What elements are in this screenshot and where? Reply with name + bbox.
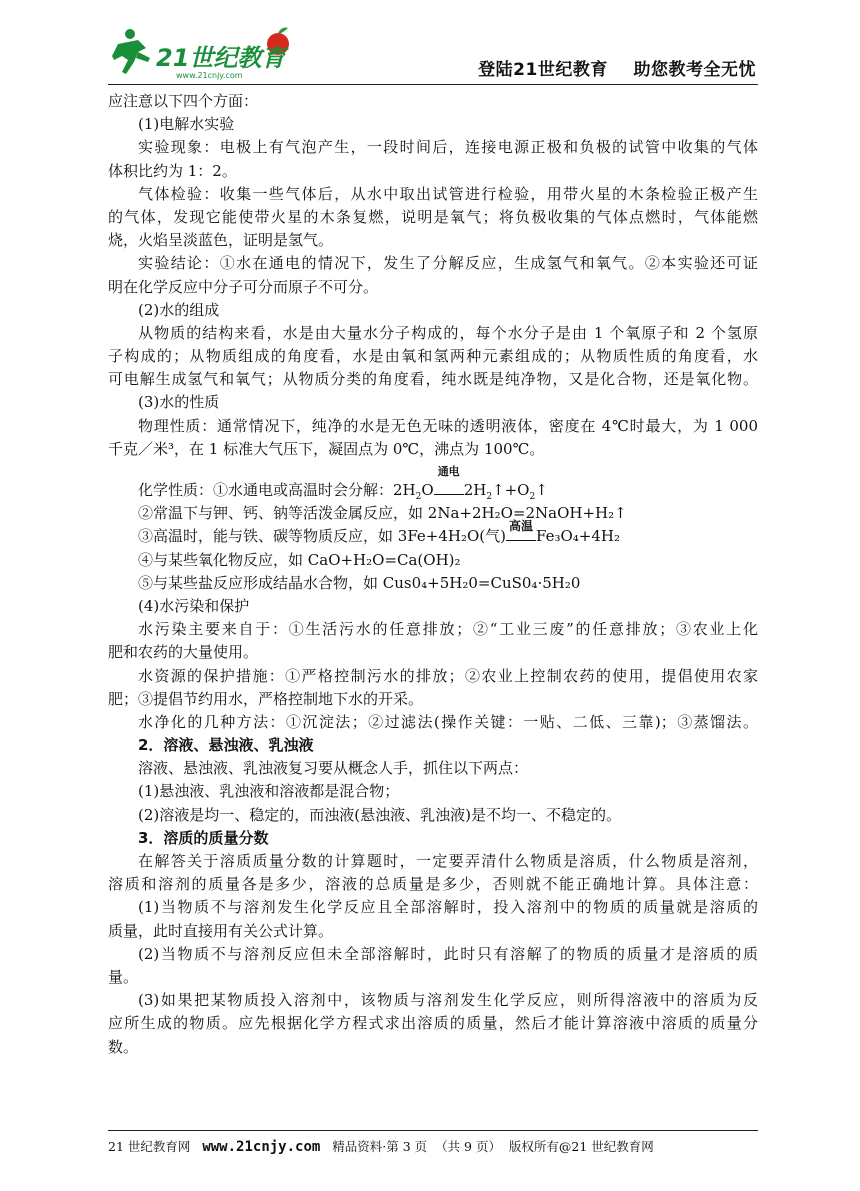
text-line: 从物质的结构来看，水是由大量水分子构成的，每个水分子是由 1 个氧原子和 2 个氢原 (138, 323, 758, 342)
text-line: 水净化的几种方法：①沉淀法；②过滤法(操作关键：一贴、二低、三靠)；③蒸馏法。 (138, 712, 758, 731)
subheading: (3)水的性质 (138, 393, 220, 412)
page-header (108, 20, 758, 85)
subheading: (2)水的组成 (138, 300, 220, 319)
subheading: (4)水污染和保护 (138, 596, 250, 615)
text-line: (1)当物质不与溶剂发生化学反应且全部溶解时，投入溶剂中的物质的质量就是溶质的 (138, 898, 758, 917)
logo-url: www.21cnjy.com (176, 71, 243, 80)
text-line: 实验现象：电极上有气泡产生，一段时间后，连接电源正极和负极的试管中收集的气体 (138, 138, 758, 157)
section-heading: 3．溶质的质量分数 (138, 828, 269, 847)
condition-arrow (434, 465, 464, 502)
text-line: (1)悬浊液、乳浊液和溶液都是混合物； (138, 782, 400, 801)
equation-line: ②常温下与钾、钙、钠等活泼金属反应，如 2Na+2H₂O=2NaOH+H₂↑ (138, 504, 627, 523)
running-figure-icon (112, 29, 150, 74)
logo-text: 21世纪教育 (156, 44, 286, 72)
footer-right: 精品资料·第 3 页 （共 9 页） 版权所有@21 世纪教育网 (320, 1139, 654, 1154)
equation-text: 2H (463, 481, 487, 499)
equation-line (108, 519, 758, 548)
document-body (108, 90, 758, 1059)
condition-label: 通电 (437, 465, 460, 478)
footer-site-link[interactable]: www.21cnjy.com (202, 1139, 321, 1155)
text-line: 实验结论：①水在通电的情况下，发生了分解反应，生成氢气和氧气。②本实验还可证 (138, 254, 758, 273)
subheading: (1)电解水实验 (138, 115, 235, 134)
text-line: (2)当物质不与溶剂反应但未全部溶解时，此时只有溶解了的物质的质量才是溶质的质 (138, 944, 758, 963)
equation-text: 化学性质：①水通电或高温时会分解：2H (138, 481, 416, 499)
equation-text: ↑ (535, 481, 548, 499)
text-line: 肥和农药的大量使用。 (108, 643, 259, 662)
text-line: 物理性质：通常情况下，纯净的水是无色无味的透明液体，密度在 4℃时最大，为 1 000 (138, 416, 758, 435)
text-line: 明在化学反应中分子可分而原子不可分。 (108, 277, 379, 296)
text-line: 溶液、悬浊液、乳浊液复习要从概念人手，抓住以下两点： (138, 759, 529, 778)
section-heading: 2．溶液、悬浊液、乳浊液 (138, 736, 314, 755)
text-line: 气体检验：收集一些气体后，从水中取出试管进行检验，用带火星的木条检验正极产生 (138, 184, 758, 203)
text-line: 体积比约为 1：2。 (108, 161, 237, 180)
text-line: 千克／米³，在 1 标准大气压下，凝固点为 0℃，沸点为 100℃。 (108, 439, 545, 458)
text-line: 在解答关于溶质质量分数的计算题时，一定要弄清什么物质是溶质，什么物质是溶剂， (138, 852, 758, 870)
text-line: 烧，火焰呈淡蓝色，证明是氢气。 (108, 231, 334, 250)
text-line: 应所生成的物质。应先根据化学方程式求出溶质的质量，然后才能计算溶液中溶质的质量分 (108, 1014, 758, 1033)
text-line: 可电解生成氢气和氧气；从物质分类的角度看，纯水既是纯净物，又是化合物，还是氧化物。 (108, 370, 758, 389)
text-line: 数。 (108, 1037, 139, 1056)
equation-text: ③高温时，能与铁、碳等物质反应，如 3Fe+4H₂O(气) (138, 527, 506, 546)
equation-text: ↑+O (492, 481, 530, 499)
header-slogan: 登陆21世纪教育 助您教考全无忧 (478, 60, 756, 80)
text-line: 水污染主要来自于：①生活污水的任意排放；②“工业三废”的任意排放；③农业上化 (138, 620, 758, 639)
text-line: 肥；③提倡节约用水，严格控制地下水的开采。 (108, 689, 424, 708)
text-line: (2)溶液是均一、稳定的，而浊液(悬浊液、乳浊液)是不均一、不稳定的。 (138, 805, 621, 824)
condition-label: 高温 (508, 519, 533, 534)
page-footer (108, 1130, 758, 1155)
text-line: 的气体，发现它能使带火星的木条复燃，说明是氧气；将负极收集的气体点燃时，气体能燃 (108, 207, 758, 226)
text-line: 子构成的；从物质组成的角度看，水是由氧和氢两种元素组成的；从物质性质的角度看，水 (108, 347, 758, 366)
footer-left: 21 世纪教育网 (108, 1139, 203, 1154)
equation-text: Fe₃O₄+4H₂ (536, 527, 620, 546)
equation-line: ④与某些氧化物反应，如 CaO+H₂O=Ca(OH)₂ (138, 550, 461, 569)
text-line: 质量，此时直接用有关公式计算。 (108, 921, 334, 940)
equation-line: ⑤与某些盐反应形成结晶水合物，如 Cus0₄+5H₂0=CuS0₄·5H₂0 (138, 573, 581, 592)
21cnjy-logo (108, 22, 308, 82)
text-line: 应注意以下四个方面： (108, 92, 259, 110)
text-line: 水资源的保护措施：①严格控制污水的排放；②农业上控制农药的使用，提倡使用农家 (138, 666, 758, 685)
text-line: 溶质和溶剂的质量各是多少，溶液的总质量是多少，否则就不能正确地计算。具体注意： (108, 875, 758, 894)
text-line: 量。 (108, 967, 139, 986)
text-line: (3)如果把某物质投入溶剂中，该物质与溶剂发生化学反应，则所得溶液中的溶质为反 (138, 991, 758, 1010)
equation-line: 化学性质：①水通电或高温时会分解：$2H_2O$ 通电 $2H_2↑+O_2↑$ (138, 465, 548, 502)
condition-arrow (506, 519, 536, 548)
